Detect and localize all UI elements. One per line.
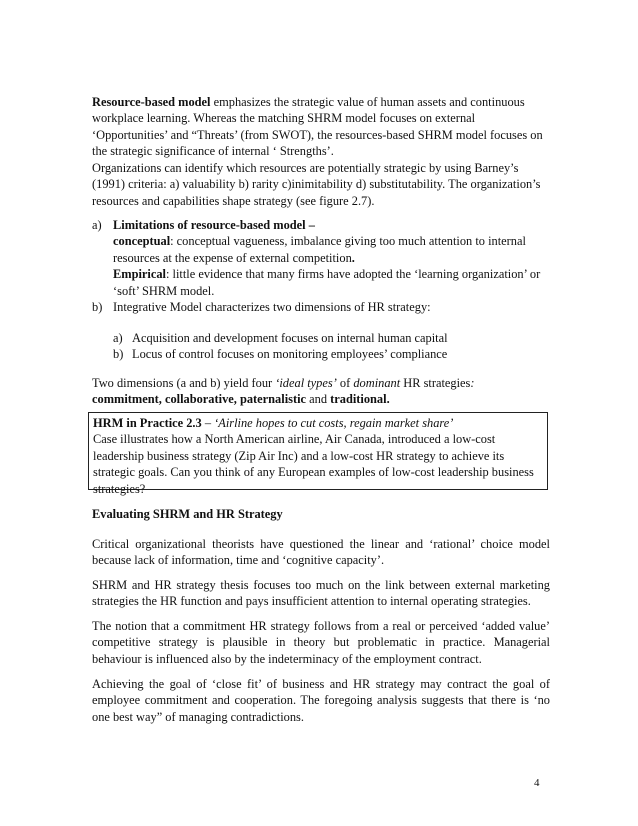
- paragraph-barney-criteria: [92, 160, 550, 209]
- list-marker: a): [113, 331, 123, 345]
- conceptual-end: .: [351, 250, 355, 265]
- list-item-body: Integrative Model characterizes two dimensions of HR strategy:: [113, 300, 431, 314]
- box-dash: –: [201, 416, 215, 430]
- paragraph-close-fit: Achieving the goal of ‘close fit’ of business and HR strategy may contract the goal of employee commitment and cooperation. The foregoing analysis suggests that there is ‘no one best way” of managing contradictions.: [92, 677, 550, 724]
- term-resource-based-model: Resource-based model: [92, 95, 211, 109]
- label-conceptual: conceptual: [113, 234, 171, 249]
- text-run-italic: :: [470, 376, 475, 390]
- paragraph-resource-based-model: [92, 94, 550, 160]
- page-number: 4: [534, 777, 540, 789]
- list-marker: b): [113, 347, 124, 361]
- paragraph-critical-theorists: Critical organizational theorists have questioned the linear and ‘rational’ choice model because lack of information, time and ‘cognitive capacity’.: [92, 537, 550, 568]
- text-run: of: [336, 376, 354, 390]
- list-marker: a): [92, 218, 102, 232]
- paragraph-shrm-thesis: SHRM and HR strategy thesis focuses too much on the link between external marketing strategies the HR function and pays insufficient attention to internal operating strategies.: [92, 578, 550, 609]
- sub-list-item-locus-of-control: [113, 346, 550, 363]
- list-item-integrative-model: [92, 299, 550, 316]
- list-item-body: [113, 217, 550, 299]
- sub-list-item-acquisition: [113, 330, 550, 347]
- list-item-limitations: [92, 217, 550, 298]
- section-heading: Evaluating SHRM and HR Strategy: [92, 507, 283, 521]
- label-empirical: Empirical: [113, 267, 166, 282]
- text-run: HR strategies: [400, 376, 471, 390]
- text-run: Two dimensions (a and b) yield four: [92, 376, 276, 390]
- paragraph-text: emphasizes the strategic value of human assets and continuous workplace learning. Whereas the matching SHRM model focuses on external ‘Opportunities’ and “Threats’ (from SWOT), the resources-based SHRM model focuses on the strategic significance of internal ‘ Strengths’.: [92, 95, 543, 159]
- list-item-text: Acquisition and development focuses on internal human capital: [132, 331, 448, 345]
- text-run-italic: dominant: [353, 376, 401, 390]
- hrm-in-practice-box: [88, 412, 548, 496]
- text-run-italic: ‘ideal types’: [275, 376, 337, 390]
- box-subtitle: ‘Airline hopes to cut costs, regain market share’: [214, 416, 454, 430]
- box-text: Case illustrates how a North American airline, Air Canada, introduced a low-cost leadership business strategy (Zip Air Inc) and a low-cost HR strategy to achieve its strategic goals. Can you think of any European examples of low-cost leadership business strategies?: [93, 432, 534, 496]
- paragraph-text: Organizations can identify which resources are potentially strategic by using Barney’s (1991) criteria: a) valuability b) rarity c)inimitability d) substitutability. The organization’s resources and capabilities shape strategy (see figure 2.7).: [92, 161, 541, 208]
- paragraph-ideal-types: [92, 375, 550, 408]
- text-run-bold: traditional.: [330, 392, 390, 407]
- text-run-bold: commitment, collaborative, paternalistic: [92, 392, 307, 407]
- paragraph-commitment-strategy: The notion that a commitment HR strategy follows from a real or perceived ‘added value’ competitive strategy is plausible in theory but problematic in practice. Managerial behaviour is influenced also by the indeterminacy of the employment contract.: [92, 619, 550, 666]
- box-title: HRM in Practice 2.3: [93, 416, 202, 430]
- text-run: and: [306, 392, 331, 407]
- empirical-text: : little evidence that many firms have adopted the ‘learning organization’ or ‘soft’ SHRM model.: [113, 267, 541, 298]
- list-heading-limitations: Limitations of resource-based model –: [113, 218, 315, 232]
- conceptual-text: : conceptual vagueness, imbalance giving too much attention to internal resources at the expense of external competition: [113, 234, 526, 265]
- list-marker: b): [92, 300, 103, 314]
- list-item-text: Locus of control focuses on monitoring employees’ compliance: [132, 347, 448, 361]
